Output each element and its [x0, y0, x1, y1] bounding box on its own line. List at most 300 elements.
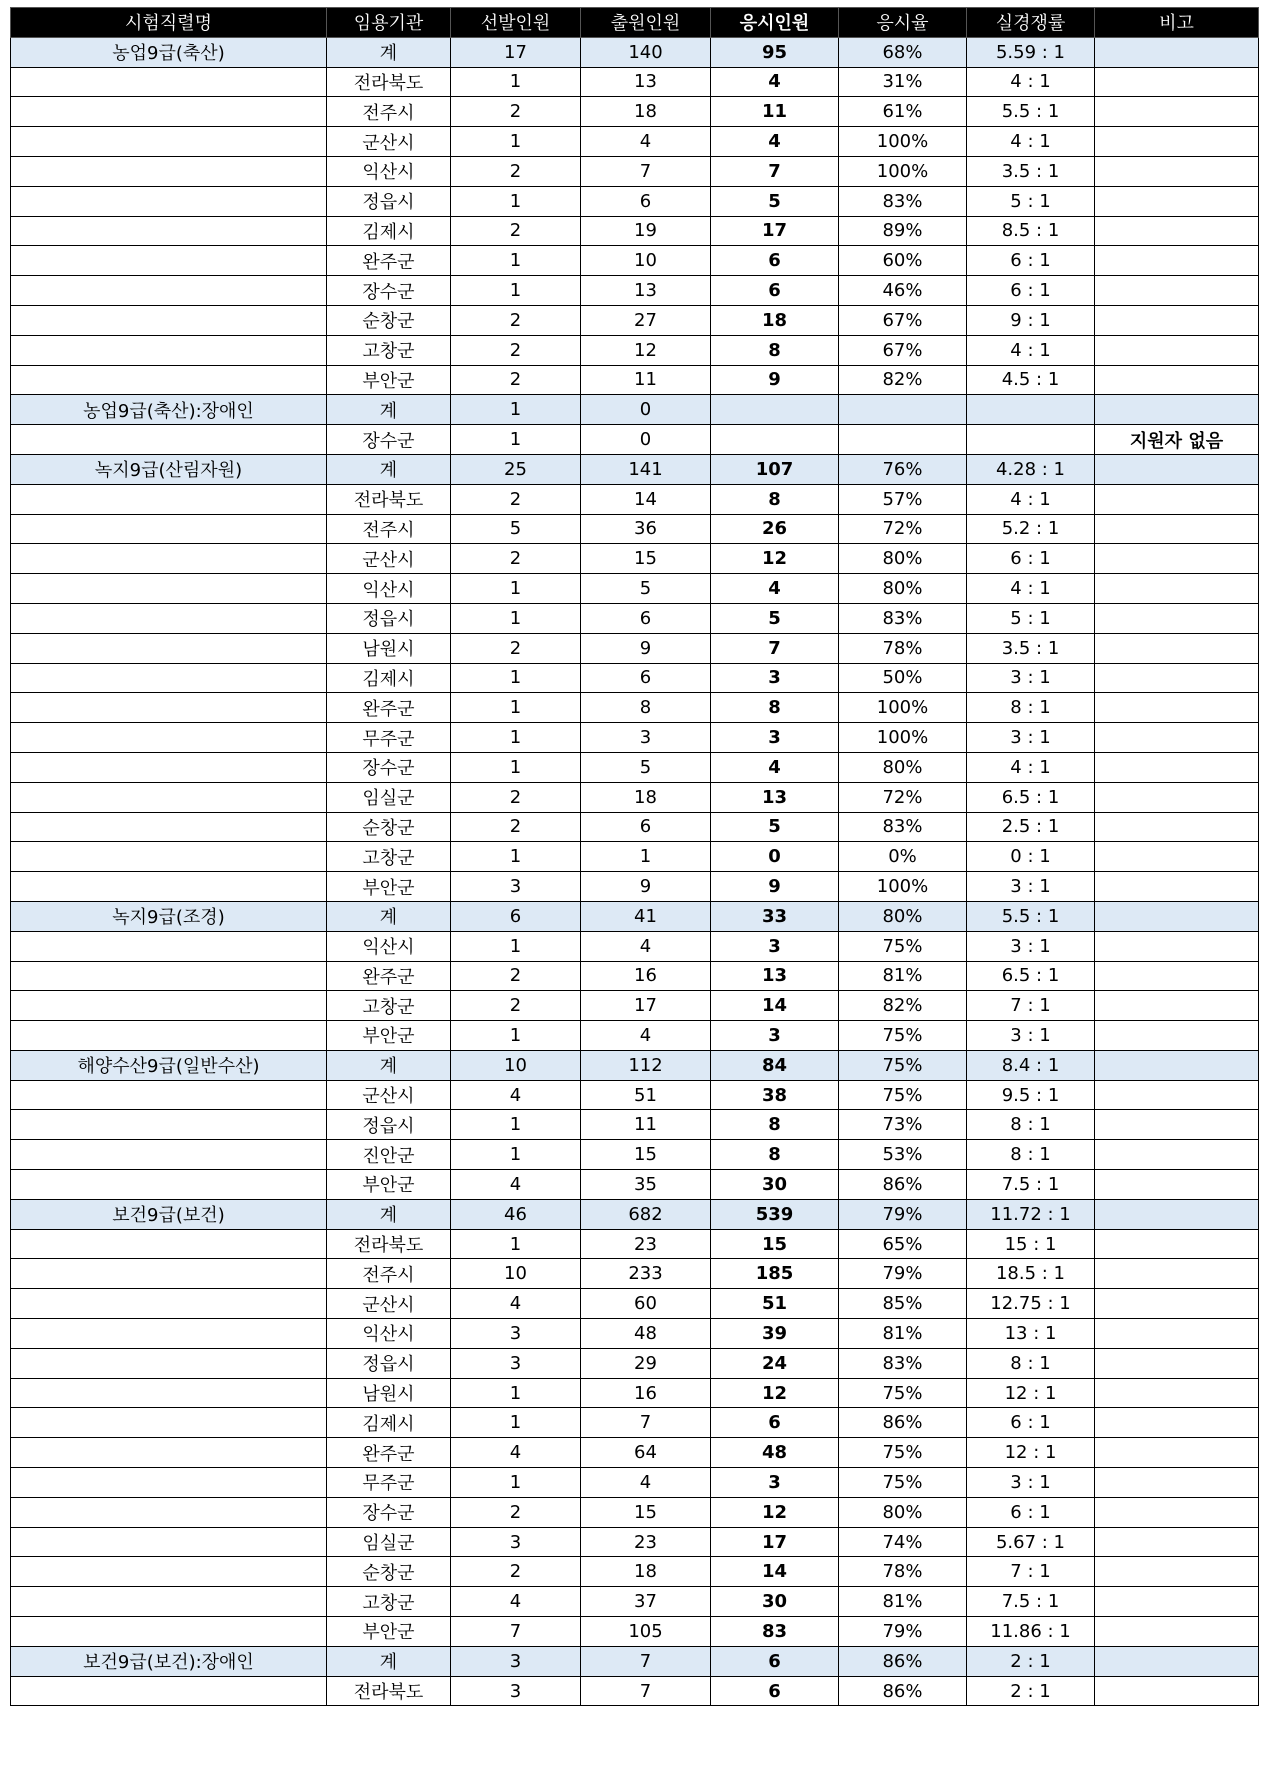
agency-cell: 계 — [327, 454, 451, 484]
examinees-cell: 3 — [711, 1468, 839, 1498]
table-row — [11, 1140, 1259, 1170]
selected-cell: 1 — [451, 931, 581, 961]
selected-cell: 4 — [451, 1080, 581, 1110]
exam-series-cell — [11, 1289, 327, 1319]
attendance-rate-cell — [839, 395, 967, 425]
exam-series-cell — [11, 156, 327, 186]
competition-ratio-cell: 3.5 : 1 — [967, 633, 1095, 663]
examinees-cell: 7 — [711, 156, 839, 186]
exam-series-cell: 해양수산9급(일반수산) — [11, 1050, 327, 1080]
examinees-cell — [711, 395, 839, 425]
table-row — [11, 812, 1259, 842]
examinees-cell: 12 — [711, 1378, 839, 1408]
group-total-row — [11, 1050, 1259, 1080]
agency-cell: 무주군 — [327, 723, 451, 753]
selected-cell: 3 — [451, 1527, 581, 1557]
agency-cell: 전주시 — [327, 514, 451, 544]
examinees-cell: 14 — [711, 991, 839, 1021]
examinees-cell: 3 — [711, 931, 839, 961]
remarks-cell — [1095, 1199, 1259, 1229]
applicants-cell: 16 — [581, 1378, 711, 1408]
attendance-rate-cell: 82% — [839, 991, 967, 1021]
exam-series-cell — [11, 842, 327, 872]
applicants-cell: 15 — [581, 1140, 711, 1170]
table-row — [11, 782, 1259, 812]
competition-ratio-cell: 3 : 1 — [967, 872, 1095, 902]
applicants-cell: 15 — [581, 1497, 711, 1527]
selected-cell: 1 — [451, 395, 581, 425]
attendance-rate-cell: 75% — [839, 1438, 967, 1468]
applicants-cell: 4 — [581, 127, 711, 157]
competition-ratio-cell: 12.75 : 1 — [967, 1289, 1095, 1319]
agency-cell: 익산시 — [327, 574, 451, 604]
exam-series-cell — [11, 305, 327, 335]
selected-cell: 2 — [451, 97, 581, 127]
competition-ratio-cell: 4 : 1 — [967, 574, 1095, 604]
remarks-cell — [1095, 991, 1259, 1021]
group-total-row — [11, 1646, 1259, 1676]
selected-cell: 2 — [451, 991, 581, 1021]
selected-cell: 2 — [451, 1497, 581, 1527]
agency-cell: 장수군 — [327, 276, 451, 306]
competition-ratio-cell: 5 : 1 — [967, 603, 1095, 633]
selected-cell: 1 — [451, 186, 581, 216]
exam-series-cell — [11, 97, 327, 127]
applicants-cell: 18 — [581, 97, 711, 127]
examinees-cell: 6 — [711, 276, 839, 306]
agency-cell: 익산시 — [327, 1319, 451, 1349]
applicants-cell: 5 — [581, 752, 711, 782]
competition-ratio-cell: 6.5 : 1 — [967, 961, 1095, 991]
selected-cell: 3 — [451, 872, 581, 902]
attendance-rate-cell: 75% — [839, 1050, 967, 1080]
competition-ratio-cell: 8 : 1 — [967, 1348, 1095, 1378]
attendance-rate-cell: 100% — [839, 693, 967, 723]
table-row — [11, 1319, 1259, 1349]
header-exam-series: 시험직렬명 — [11, 8, 327, 38]
exam-series-cell — [11, 365, 327, 395]
attendance-rate-cell: 100% — [839, 872, 967, 902]
examinees-cell: 12 — [711, 1497, 839, 1527]
applicants-cell: 682 — [581, 1199, 711, 1229]
attendance-rate-cell: 75% — [839, 931, 967, 961]
remarks-cell — [1095, 1110, 1259, 1140]
remarks-cell — [1095, 1170, 1259, 1200]
applicants-cell: 6 — [581, 186, 711, 216]
attendance-rate-cell: 67% — [839, 305, 967, 335]
selected-cell: 7 — [451, 1617, 581, 1647]
examinees-cell: 24 — [711, 1348, 839, 1378]
agency-cell: 고창군 — [327, 335, 451, 365]
examinees-cell: 107 — [711, 454, 839, 484]
applicants-cell: 8 — [581, 693, 711, 723]
exam-series-cell — [11, 752, 327, 782]
exam-series-cell — [11, 663, 327, 693]
agency-cell: 군산시 — [327, 1080, 451, 1110]
selected-cell: 25 — [451, 454, 581, 484]
header-applicants: 출원인원 — [581, 8, 711, 38]
exam-series-cell — [11, 1140, 327, 1170]
attendance-rate-cell: 81% — [839, 961, 967, 991]
exam-series-cell — [11, 991, 327, 1021]
remarks-cell — [1095, 842, 1259, 872]
table-row — [11, 663, 1259, 693]
exam-series-cell — [11, 1438, 327, 1468]
exam-series-cell — [11, 1110, 327, 1140]
attendance-rate-cell: 31% — [839, 67, 967, 97]
applicants-cell: 37 — [581, 1587, 711, 1617]
agency-cell: 완주군 — [327, 961, 451, 991]
attendance-rate-cell: 53% — [839, 1140, 967, 1170]
agency-cell: 김제시 — [327, 663, 451, 693]
applicants-cell: 9 — [581, 633, 711, 663]
agency-cell: 완주군 — [327, 246, 451, 276]
examinees-cell: 13 — [711, 961, 839, 991]
agency-cell: 익산시 — [327, 156, 451, 186]
remarks-cell — [1095, 216, 1259, 246]
competition-ratio-cell: 8 : 1 — [967, 693, 1095, 723]
attendance-rate-cell: 86% — [839, 1170, 967, 1200]
table-row — [11, 156, 1259, 186]
competition-ratio-cell: 12 : 1 — [967, 1438, 1095, 1468]
selected-cell: 1 — [451, 276, 581, 306]
selected-cell: 4 — [451, 1289, 581, 1319]
attendance-rate-cell: 80% — [839, 544, 967, 574]
exam-series-cell — [11, 246, 327, 276]
exam-series-cell: 농업9급(축산):장애인 — [11, 395, 327, 425]
exam-series-cell — [11, 216, 327, 246]
group-total-row — [11, 37, 1259, 67]
applicants-cell: 36 — [581, 514, 711, 544]
agency-cell: 전라북도 — [327, 484, 451, 514]
attendance-rate-cell: 72% — [839, 782, 967, 812]
attendance-rate-cell: 75% — [839, 1378, 967, 1408]
competition-ratio-cell: 3 : 1 — [967, 931, 1095, 961]
exam-series-cell — [11, 1557, 327, 1587]
competition-ratio-cell: 2 : 1 — [967, 1646, 1095, 1676]
table-row — [11, 425, 1259, 455]
agency-cell: 군산시 — [327, 127, 451, 157]
agency-cell: 계 — [327, 1646, 451, 1676]
applicants-cell: 60 — [581, 1289, 711, 1319]
competition-ratio-cell: 4 : 1 — [967, 484, 1095, 514]
examinees-cell: 11 — [711, 97, 839, 127]
table-row — [11, 872, 1259, 902]
examinees-cell: 4 — [711, 67, 839, 97]
table-row — [11, 484, 1259, 514]
header-agency: 임용기관 — [327, 8, 451, 38]
exam-series-cell — [11, 67, 327, 97]
applicants-cell: 48 — [581, 1319, 711, 1349]
examinees-cell: 18 — [711, 305, 839, 335]
table-row — [11, 752, 1259, 782]
selected-cell: 1 — [451, 425, 581, 455]
agency-cell: 정읍시 — [327, 1348, 451, 1378]
agency-cell: 계 — [327, 395, 451, 425]
examinees-cell: 3 — [711, 1021, 839, 1051]
attendance-rate-cell: 67% — [839, 335, 967, 365]
table-row — [11, 1378, 1259, 1408]
selected-cell: 3 — [451, 1348, 581, 1378]
table-row — [11, 67, 1259, 97]
exam-series-cell — [11, 1319, 327, 1349]
attendance-rate-cell: 83% — [839, 1348, 967, 1378]
exam-series-cell — [11, 1408, 327, 1438]
remarks-cell — [1095, 454, 1259, 484]
exam-series-cell — [11, 186, 327, 216]
competition-ratio-cell: 6 : 1 — [967, 544, 1095, 574]
selected-cell: 2 — [451, 961, 581, 991]
competition-ratio-cell: 3 : 1 — [967, 723, 1095, 753]
applicants-cell: 4 — [581, 1021, 711, 1051]
exam-series-cell — [11, 276, 327, 306]
selected-cell: 2 — [451, 544, 581, 574]
examinees-cell: 17 — [711, 216, 839, 246]
applicants-cell: 105 — [581, 1617, 711, 1647]
remarks-cell — [1095, 1348, 1259, 1378]
applicants-cell: 29 — [581, 1348, 711, 1378]
competition-ratio-cell: 11.72 : 1 — [967, 1199, 1095, 1229]
selected-cell: 2 — [451, 156, 581, 186]
exam-series-cell: 녹지9급(조경) — [11, 901, 327, 931]
competition-ratio-cell: 5.2 : 1 — [967, 514, 1095, 544]
selected-cell: 2 — [451, 484, 581, 514]
competition-ratio-cell: 18.5 : 1 — [967, 1259, 1095, 1289]
remarks-cell — [1095, 335, 1259, 365]
attendance-rate-cell — [839, 425, 967, 455]
exam-series-cell: 보건9급(보건):장애인 — [11, 1646, 327, 1676]
table-row — [11, 961, 1259, 991]
attendance-rate-cell: 60% — [839, 246, 967, 276]
selected-cell: 1 — [451, 723, 581, 753]
competition-ratio-cell: 8.4 : 1 — [967, 1050, 1095, 1080]
examinees-cell: 15 — [711, 1229, 839, 1259]
competition-ratio-cell: 9 : 1 — [967, 305, 1095, 335]
applicants-cell: 7 — [581, 1646, 711, 1676]
examinees-cell: 3 — [711, 723, 839, 753]
table-row — [11, 1587, 1259, 1617]
group-total-row — [11, 395, 1259, 425]
competition-ratio-cell: 5.67 : 1 — [967, 1527, 1095, 1557]
agency-cell: 무주군 — [327, 1468, 451, 1498]
examinees-cell: 30 — [711, 1587, 839, 1617]
remarks-cell — [1095, 1557, 1259, 1587]
selected-cell: 2 — [451, 216, 581, 246]
agency-cell: 전라북도 — [327, 1676, 451, 1706]
remarks-cell — [1095, 186, 1259, 216]
agency-cell: 군산시 — [327, 1289, 451, 1319]
exam-series-cell — [11, 603, 327, 633]
selected-cell: 1 — [451, 574, 581, 604]
competition-ratio-cell: 3.5 : 1 — [967, 156, 1095, 186]
applicants-cell: 35 — [581, 1170, 711, 1200]
selected-cell: 3 — [451, 1319, 581, 1349]
selected-cell: 1 — [451, 127, 581, 157]
attendance-rate-cell: 100% — [839, 723, 967, 753]
table-row — [11, 1557, 1259, 1587]
table-row — [11, 1527, 1259, 1557]
selected-cell: 1 — [451, 752, 581, 782]
agency-cell: 완주군 — [327, 1438, 451, 1468]
attendance-rate-cell: 80% — [839, 901, 967, 931]
examinees-cell: 185 — [711, 1259, 839, 1289]
agency-cell: 계 — [327, 1050, 451, 1080]
competition-ratio-cell: 12 : 1 — [967, 1378, 1095, 1408]
agency-cell: 전라북도 — [327, 1229, 451, 1259]
exam-series-cell: 농업9급(축산) — [11, 37, 327, 67]
table-row — [11, 1468, 1259, 1498]
exam-series-cell — [11, 425, 327, 455]
competition-ratio-cell: 4 : 1 — [967, 752, 1095, 782]
exam-series-cell — [11, 544, 327, 574]
attendance-rate-cell: 80% — [839, 574, 967, 604]
header-examinees: 응시인원 — [711, 8, 839, 38]
competition-ratio-cell: 4 : 1 — [967, 67, 1095, 97]
examinees-cell: 13 — [711, 782, 839, 812]
table-row — [11, 574, 1259, 604]
table-row — [11, 127, 1259, 157]
exam-series-cell — [11, 1229, 327, 1259]
attendance-rate-cell: 73% — [839, 1110, 967, 1140]
applicants-cell: 18 — [581, 782, 711, 812]
exam-series-cell — [11, 1080, 327, 1110]
remarks-cell — [1095, 276, 1259, 306]
applicants-cell: 11 — [581, 365, 711, 395]
examinees-cell: 17 — [711, 1527, 839, 1557]
applicants-cell: 4 — [581, 931, 711, 961]
competition-ratio-cell: 6.5 : 1 — [967, 782, 1095, 812]
competition-ratio-cell: 5.5 : 1 — [967, 97, 1095, 127]
selected-cell: 1 — [451, 842, 581, 872]
examinees-cell: 30 — [711, 1170, 839, 1200]
examinees-cell: 33 — [711, 901, 839, 931]
remarks-cell — [1095, 365, 1259, 395]
attendance-rate-cell: 0% — [839, 842, 967, 872]
attendance-rate-cell: 85% — [839, 1289, 967, 1319]
attendance-rate-cell: 86% — [839, 1408, 967, 1438]
competition-ratio-cell: 6 : 1 — [967, 276, 1095, 306]
remarks-cell — [1095, 1646, 1259, 1676]
applicants-cell: 141 — [581, 454, 711, 484]
selected-cell: 1 — [451, 67, 581, 97]
applicants-cell: 17 — [581, 991, 711, 1021]
agency-cell: 부안군 — [327, 1170, 451, 1200]
attendance-rate-cell: 61% — [839, 97, 967, 127]
competition-ratio-cell: 9.5 : 1 — [967, 1080, 1095, 1110]
exam-series-cell — [11, 812, 327, 842]
attendance-rate-cell: 82% — [839, 365, 967, 395]
remarks-cell — [1095, 305, 1259, 335]
agency-cell: 전라북도 — [327, 67, 451, 97]
group-total-row — [11, 901, 1259, 931]
table-row — [11, 603, 1259, 633]
remarks-cell — [1095, 1319, 1259, 1349]
attendance-rate-cell: 75% — [839, 1080, 967, 1110]
agency-cell: 정읍시 — [327, 603, 451, 633]
attendance-rate-cell: 57% — [839, 484, 967, 514]
agency-cell: 임실군 — [327, 782, 451, 812]
attendance-rate-cell: 80% — [839, 752, 967, 782]
table-row — [11, 991, 1259, 1021]
table-row — [11, 693, 1259, 723]
table-row — [11, 305, 1259, 335]
remarks-cell — [1095, 1497, 1259, 1527]
selected-cell: 1 — [451, 1140, 581, 1170]
attendance-rate-cell: 74% — [839, 1527, 967, 1557]
competition-ratio-cell — [967, 395, 1095, 425]
attendance-rate-cell: 78% — [839, 1557, 967, 1587]
attendance-rate-cell: 75% — [839, 1468, 967, 1498]
table-row — [11, 1348, 1259, 1378]
competition-ratio-cell: 7.5 : 1 — [967, 1170, 1095, 1200]
header-selected: 선발인원 — [451, 8, 581, 38]
examinees-cell: 4 — [711, 752, 839, 782]
exam-series-cell — [11, 574, 327, 604]
applicants-cell: 4 — [581, 1468, 711, 1498]
examinees-cell: 0 — [711, 842, 839, 872]
table-row — [11, 1438, 1259, 1468]
selected-cell: 2 — [451, 335, 581, 365]
remarks-cell — [1095, 67, 1259, 97]
exam-series-cell — [11, 633, 327, 663]
group-total-row — [11, 1199, 1259, 1229]
remarks-cell — [1095, 484, 1259, 514]
applicants-cell: 233 — [581, 1259, 711, 1289]
examinees-cell: 8 — [711, 693, 839, 723]
attendance-rate-cell: 46% — [839, 276, 967, 306]
remarks-cell — [1095, 931, 1259, 961]
examinees-cell: 539 — [711, 1199, 839, 1229]
competition-ratio-cell: 3 : 1 — [967, 663, 1095, 693]
remarks-cell — [1095, 752, 1259, 782]
applicants-cell: 16 — [581, 961, 711, 991]
agency-cell: 김제시 — [327, 216, 451, 246]
examinees-cell: 8 — [711, 1110, 839, 1140]
competition-ratio-cell: 4 : 1 — [967, 127, 1095, 157]
examinees-cell: 7 — [711, 633, 839, 663]
applicants-cell: 11 — [581, 1110, 711, 1140]
attendance-rate-cell: 76% — [839, 454, 967, 484]
remarks-cell — [1095, 156, 1259, 186]
examinees-cell: 5 — [711, 186, 839, 216]
remarks-cell — [1095, 1468, 1259, 1498]
table-body — [11, 37, 1259, 1706]
exam-series-cell — [11, 1497, 327, 1527]
selected-cell: 4 — [451, 1170, 581, 1200]
selected-cell: 2 — [451, 812, 581, 842]
remarks-cell — [1095, 1021, 1259, 1051]
remarks-cell — [1095, 901, 1259, 931]
agency-cell: 부안군 — [327, 1021, 451, 1051]
remarks-cell — [1095, 1080, 1259, 1110]
attendance-rate-cell: 86% — [839, 1676, 967, 1706]
attendance-rate-cell: 65% — [839, 1229, 967, 1259]
applicants-cell: 7 — [581, 1676, 711, 1706]
examinees-cell: 83 — [711, 1617, 839, 1647]
examinees-cell: 5 — [711, 812, 839, 842]
table-row — [11, 1676, 1259, 1706]
table-row — [11, 544, 1259, 574]
remarks-cell — [1095, 246, 1259, 276]
selected-cell: 2 — [451, 1557, 581, 1587]
selected-cell: 1 — [451, 246, 581, 276]
table-row — [11, 842, 1259, 872]
agency-cell: 계 — [327, 1199, 451, 1229]
exam-series-cell — [11, 872, 327, 902]
remarks-cell — [1095, 633, 1259, 663]
exam-series-cell: 보건9급(보건) — [11, 1199, 327, 1229]
agency-cell: 고창군 — [327, 1587, 451, 1617]
